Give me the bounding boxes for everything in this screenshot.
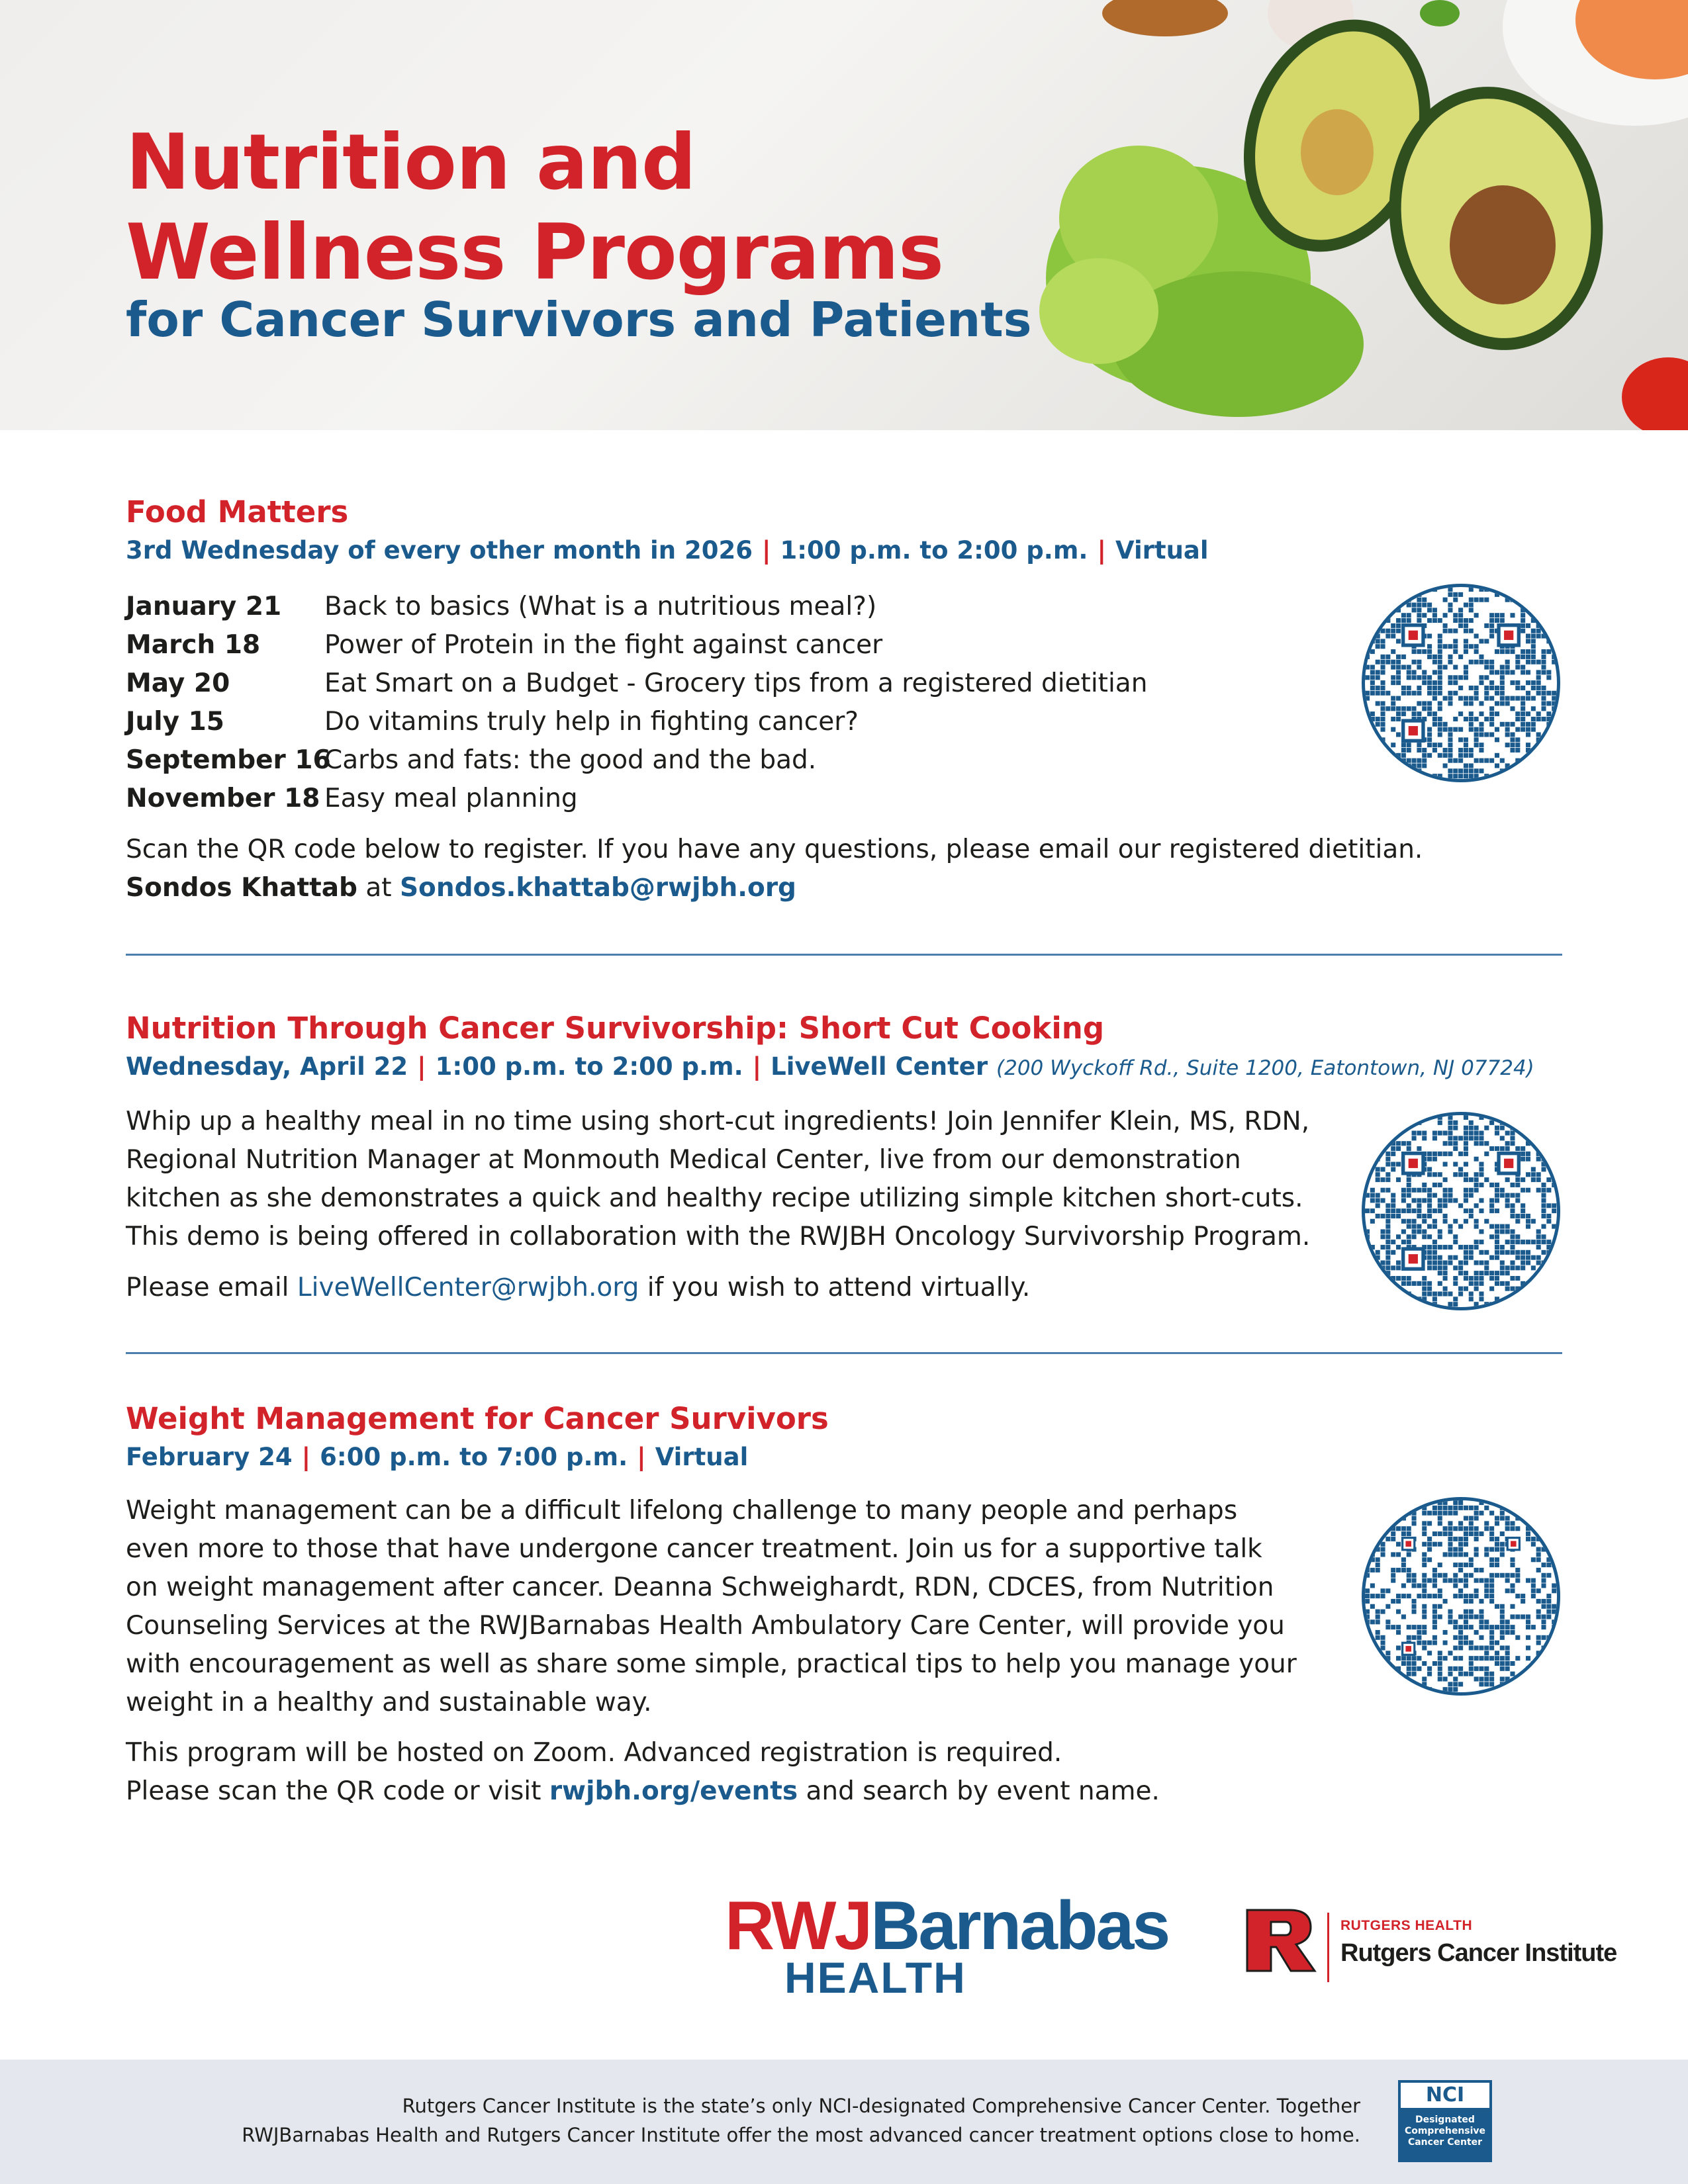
page-title [126, 118, 943, 298]
desc-line: Weight management can be a difficult lifelong challenge to many people and perhaps [126, 1496, 1238, 1525]
weight-section [126, 1400, 1562, 1477]
desc-line: Counseling Services at the RWJBarnabas Health Ambulatory Care Center, will provide you [126, 1611, 1285, 1641]
qr-code-icon[interactable] [1362, 584, 1560, 782]
footer-line-1: Rutgers Cancer Institute is the state’s only NCI-designated Comprehensive Cancer Center. Together [402, 2095, 1360, 2117]
logo-barnabas-text: Barnabas [870, 1888, 1169, 1964]
list-item [126, 741, 1147, 780]
desc-line: Whip up a healthy meal in no time using short-cut ingredients! Join Jennifer Klein, MS, RDN, [126, 1107, 1310, 1136]
session-topic: Do vitamins truly help in fighting cancer? [324, 707, 859, 737]
short-cut-date: Wednesday, April 22 [126, 1052, 408, 1081]
contact-email-link[interactable]: Sondos.khattab@rwjbh.org [399, 873, 796, 903]
session-topic: Eat Smart on a Budget - Grocery tips from a registered dietitian [324, 668, 1148, 698]
events-link[interactable]: rwjbh.org/events [549, 1776, 798, 1806]
session-topic: Carbs and fats: the good and the bad. [324, 745, 817, 775]
header-banner [0, 0, 1688, 430]
separator: | [761, 536, 771, 565]
title-line-2: Wellness Programs [126, 208, 944, 297]
section-divider [126, 1352, 1562, 1354]
food-matters-schedule: 3rd Wednesday of every other month in 2026 [126, 536, 753, 565]
section-divider [126, 954, 1562, 956]
logo-divider [1327, 1913, 1329, 1982]
zoom-line: This program will be hosted on Zoom. Advanced registration is required. [126, 1738, 1062, 1768]
list-item [126, 626, 1147, 664]
footer-line-2: RWJBarnabas Health and Rutgers Cancer Institute offer the most advanced cancer treatment options close to home. [242, 2124, 1360, 2146]
contact-name: Sondos Khattab [126, 873, 357, 903]
short-cut-description [126, 1103, 1310, 1256]
desc-line: Regional Nutrition Manager at Monmouth Medical Center, live from our demonstration [126, 1145, 1241, 1175]
qr-pattern [1365, 1500, 1557, 1692]
footer-text [242, 2091, 1360, 2150]
session-topic: Back to basics (What is a nutritious meal?) [324, 592, 877, 621]
list-item [126, 780, 1147, 818]
weight-description [126, 1492, 1297, 1722]
rutgers-health-text: RUTGERS HEALTH [1340, 1918, 1473, 1933]
food-matters-meta [126, 531, 1562, 570]
nci-badge-icon [1398, 2080, 1492, 2162]
weight-date: February 24 [126, 1443, 293, 1471]
visit-pre: Please scan the QR code or visit [126, 1776, 549, 1806]
desc-line: on weight management after cancer. Deanna Schweighardt, RDN, CDCES, from Nutrition [126, 1572, 1274, 1602]
desc-line: even more to those that have undergone cancer treatment. Join us for a supportive talk [126, 1534, 1262, 1564]
qr-code-icon[interactable] [1362, 1497, 1560, 1696]
short-cut-time: 1:00 p.m. to 2:00 p.m. [435, 1052, 743, 1081]
nci-badge-title: NCI [1401, 2083, 1489, 2108]
separator: | [417, 1052, 426, 1081]
nci-badge-caption: Designated Comprehensive Cancer Center [1404, 2115, 1486, 2148]
food-matters-register [126, 831, 1423, 907]
session-date: January 21 [126, 592, 282, 621]
short-cut-location: LiveWell Center [771, 1052, 988, 1081]
weight-time: 6:00 p.m. to 7:00 p.m. [320, 1443, 628, 1471]
food-photo-icon [1019, 0, 1688, 430]
short-cut-email-line [126, 1269, 1030, 1307]
food-matters-schedule-list [126, 588, 1147, 818]
weight-meta [126, 1437, 1562, 1477]
short-cut-title: Nutrition Through Cancer Survivorship: Short Cut Cooking [126, 1011, 1105, 1046]
contact-at: at [357, 873, 400, 903]
qr-pattern [1365, 1115, 1557, 1307]
page-subtitle: for Cancer Survivors and Patients [126, 292, 1032, 347]
email-pre: Please email [126, 1273, 297, 1302]
desc-line: weight in a healthy and sustainable way. [126, 1688, 652, 1717]
session-topic: Easy meal planning [324, 784, 578, 813]
qr-code-icon[interactable] [1362, 1112, 1560, 1310]
session-date: March 18 [126, 630, 261, 660]
visit-post: and search by event name. [798, 1776, 1160, 1806]
session-date: September 16 [126, 745, 331, 775]
short-cut-meta [126, 1047, 1562, 1088]
register-text: Scan the QR code below to register. If you have any questions, please email our registered dietitian. [126, 835, 1423, 864]
list-item [126, 664, 1147, 703]
session-date: July 15 [126, 707, 224, 737]
list-item [126, 703, 1147, 741]
livewell-email-link[interactable]: LiveWellCenter@rwjbh.org [297, 1273, 639, 1302]
qr-pattern [1365, 587, 1557, 779]
email-post: if you wish to attend virtually. [639, 1273, 1031, 1302]
separator: | [752, 1052, 762, 1081]
food-matters-time: 1:00 p.m. to 2:00 p.m. [780, 536, 1088, 565]
list-item [126, 588, 1147, 626]
session-topic: Power of Protein in the fight against cancer [324, 630, 883, 660]
desc-line: kitchen as she demonstrates a quick and healthy recipe utilizing simple kitchen short-cuts. [126, 1183, 1303, 1213]
separator: | [1097, 536, 1106, 565]
weight-registration [126, 1734, 1160, 1811]
rutgers-cancer-institute-text: Rutgers Cancer Institute [1340, 1939, 1617, 1967]
session-date: May 20 [126, 668, 230, 698]
rutgers-r-logo-icon [1244, 1907, 1317, 1974]
title-line-1: Nutrition and [126, 118, 696, 207]
logo-health-text: HEALTH [784, 1953, 966, 2002]
food-matters-title: Food Matters [126, 494, 349, 529]
food-matters-location: Virtual [1115, 536, 1209, 565]
short-cut-section [126, 1010, 1562, 1088]
session-date: November 18 [126, 784, 320, 813]
weight-title: Weight Management for Cancer Survivors [126, 1401, 829, 1436]
separator: | [301, 1443, 311, 1471]
separator: | [637, 1443, 646, 1471]
rwjbarnabas-logo [725, 1888, 1169, 1964]
desc-line: with encouragement as well as share some simple, practical tips to help you manage your [126, 1649, 1297, 1679]
logo-rwj-text: RWJ [725, 1888, 871, 1964]
desc-line: This demo is being offered in collaboration with the RWJBH Oncology Survivorship Program. [126, 1222, 1311, 1251]
weight-location: Virtual [655, 1443, 749, 1471]
short-cut-address: (200 Wyckoff Rd., Suite 1200, Eatontown, NJ 07724) [996, 1056, 1534, 1080]
food-matters-section [126, 494, 1562, 570]
